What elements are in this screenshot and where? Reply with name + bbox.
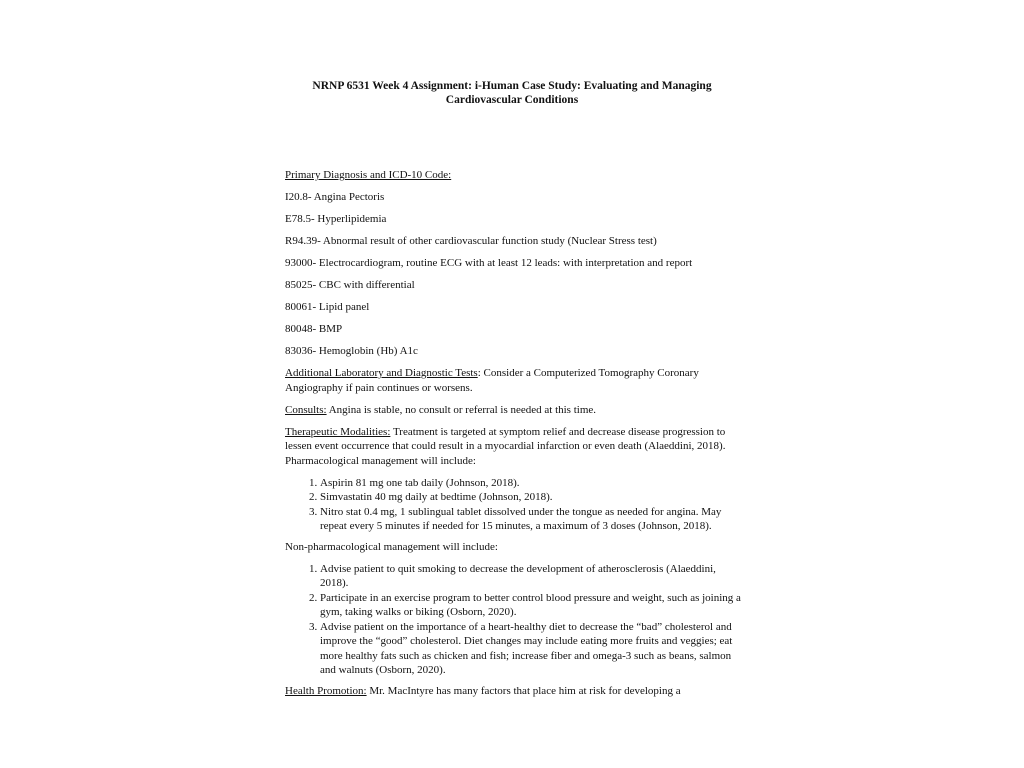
section-heading: Consults: xyxy=(285,403,327,416)
additional-tests-paragraph xyxy=(285,366,745,395)
health-promotion-text: Mr. MacIntyre has many factors that place him at risk for developing a xyxy=(366,684,681,697)
diagnosis-code: I20.8- Angina Pectoris xyxy=(285,191,385,203)
therapeutic-text: Treatment is targeted at symptom relief and decrease disease progression to lessen event occurrence that could result in a myocardial infarction or even death (Alaeddini, 2018). Pharmacological management will include: xyxy=(285,425,726,467)
non-pharm-intro: Non-pharmacological management will include: xyxy=(285,540,498,553)
additional-tests-text: : Consider a Computerized Tomography Coronary Angiography if pain continues or worsens. xyxy=(285,367,699,394)
document-title xyxy=(240,79,784,107)
diagnosis-code: 83036- Hemoglobin (Hb) A1c xyxy=(285,345,418,357)
diagnosis-code: 80048- BMP xyxy=(285,323,343,335)
title-line-2: Cardiovascular Conditions xyxy=(445,94,579,106)
section-heading: Therapeutic Modalities: xyxy=(285,425,391,438)
pharmacological-list xyxy=(285,476,745,534)
consults-paragraph xyxy=(285,403,745,418)
list-item: 3. Advise patient on the importance of a heart-healthy diet to decrease the “bad” cholesterol and improve the “good” cholesterol. Diet changes may include eating more fruits and veggies; eat more healthy fats such as chicken and fish; increase fiber and omega-3 such as beans, salmon and walnuts (Osborn, 2020). xyxy=(320,620,745,678)
health-promotion-paragraph xyxy=(285,684,745,699)
primary-diagnosis-heading xyxy=(285,168,745,183)
list-item: 2. Simvastatin 40 mg daily at bedtime (Johnson, 2018). xyxy=(320,490,745,505)
document-body xyxy=(285,168,745,706)
consults-text: Angina is stable, no consult or referral is needed at this time. xyxy=(326,403,597,416)
diagnosis-code: 80061- Lipid panel xyxy=(285,301,370,313)
list-item: 1. Aspirin 81 mg one tab daily (Johnson, 2018). xyxy=(320,476,745,491)
list-item: 2. Participate in an exercise program to better control blood pressure and weight, such as joining a gym, taking walks or biking (Osborn, 2020). xyxy=(320,591,745,620)
diagnosis-code: 93000- Electrocardiogram, routine ECG with at least 12 leads: with interpretation and report xyxy=(285,257,693,269)
non-pharmacological-list xyxy=(285,562,745,678)
therapeutic-paragraph xyxy=(285,425,745,469)
title-line-1: NRNP 6531 Week 4 Assignment: i-Human Case Study: Evaluating and Managing xyxy=(312,80,712,92)
list-item: 3. Nitro stat 0.4 mg, 1 sublingual tablet dissolved under the tongue as needed for angina. May repeat every 5 minutes if needed for 15 minutes, a maximum of 3 doses (Johnson, 2018). xyxy=(320,505,745,534)
section-heading: Primary Diagnosis and ICD-10 Code: xyxy=(285,169,452,181)
section-heading: Health Promotion: xyxy=(285,684,367,697)
section-heading: Additional Laboratory and Diagnostic Tests xyxy=(285,367,478,379)
diagnosis-code: 85025- CBC with differential xyxy=(285,279,415,291)
list-item: 1. Advise patient to quit smoking to decrease the development of atherosclerosis (Alaeddini, 2018). xyxy=(320,562,745,591)
diagnosis-code: E78.5- Hyperlipidemia xyxy=(285,213,387,225)
diagnosis-code: R94.39- Abnormal result of other cardiovascular function study (Nuclear Stress test) xyxy=(285,235,657,247)
